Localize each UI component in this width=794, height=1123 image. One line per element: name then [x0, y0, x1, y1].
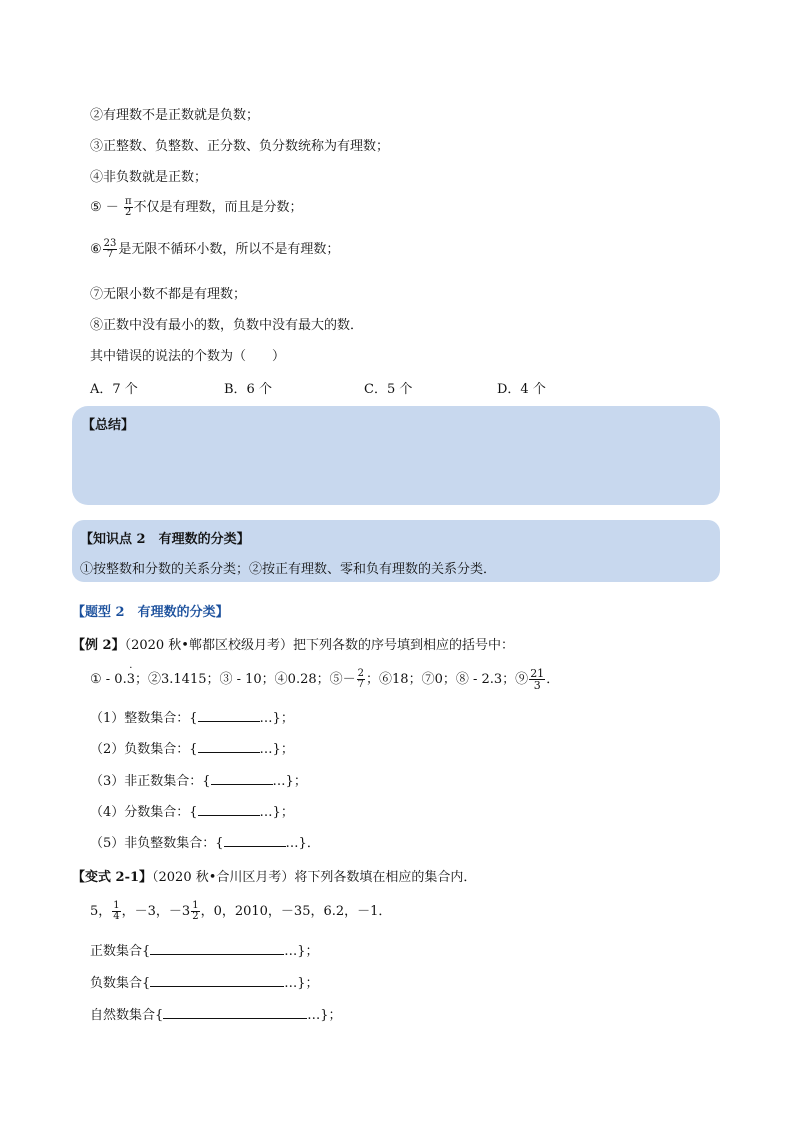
variant-source: （2020 秋•合川区月考）将下列各数填在相应的集合内．	[152, 870, 477, 885]
fraction-numerator: 21	[530, 667, 545, 680]
set-non-positive	[90, 770, 307, 789]
knowledge-body: ①按整数和分数的关系分类；②按正有理数、零和负有理数的关系分类．	[80, 562, 497, 577]
fraction-denominator: 4	[113, 911, 120, 922]
set-fractions	[90, 801, 294, 820]
answer-blank[interactable]	[198, 740, 260, 753]
fraction-2-7	[357, 669, 365, 690]
statement-5-mark: ⑤	[90, 200, 102, 215]
knowledge-title: 【知识点 2 有理数的分类】	[80, 532, 250, 547]
numbers-2-to-5: ；②3.1415；③ - 10；④0.28；⑤	[135, 672, 343, 687]
fraction-1-4	[112, 901, 120, 922]
option-a: A．7 个	[90, 382, 138, 397]
answer-blank[interactable]	[150, 942, 284, 955]
fraction-numerator: 1	[192, 900, 199, 911]
fraction-numerator: 23	[103, 238, 117, 249]
statement-4: ④非负数就是正数；	[90, 170, 208, 185]
statement-7: ⑦无限小数不都是有理数；	[90, 287, 247, 302]
option-d: D．4 个	[497, 382, 546, 397]
numbers-middle: ，－3，－3	[121, 904, 191, 919]
fraction-denominator: 7	[357, 679, 365, 690]
option-b: B．6 个	[224, 382, 272, 397]
set-end: …}；	[272, 774, 307, 789]
fraction-21-3	[529, 668, 545, 691]
set-label: 自然数集合{	[90, 1008, 164, 1023]
example-2-numbers: ① - 0.3 ·；②3.1415；③ - 10；④0.28；⑤－ $\frac{2}{7}$ ；⑥18；⑦0；⑧ - 2.3；⑨ $\frac{21}{3}$ ．	[90, 668, 559, 691]
fraction-denominator: 7	[106, 249, 114, 260]
fraction-1-2	[191, 901, 199, 922]
set-end: …}；	[284, 976, 319, 991]
set-label: （5）非负整数集合：{	[90, 836, 224, 851]
variant-label: 【变式 2-1】	[72, 870, 153, 885]
fraction-denominator: 3	[533, 679, 541, 692]
set-label: 正数集合{	[90, 944, 151, 959]
fraction-23-7	[103, 239, 118, 260]
set-label: （2）负数集合：{	[90, 742, 198, 757]
set-natural	[90, 1004, 342, 1023]
variant-2-1-header	[72, 866, 476, 885]
question-text: 其中错误的说法的个数为（ ）	[90, 349, 286, 364]
answer-blank[interactable]	[150, 974, 284, 987]
number-5: 5，	[90, 904, 112, 919]
answer-blank[interactable]	[211, 772, 273, 785]
fraction-numerator: 2	[357, 668, 365, 679]
summary-panel	[72, 406, 720, 505]
statement-8: ⑧正数中没有最小的数，负数中没有最大的数．	[90, 318, 364, 333]
set-end: …}；	[259, 742, 294, 757]
set-negatives	[90, 738, 294, 757]
numbers-6-to-9: ；⑥18；⑦0；⑧ - 2.3；⑨	[366, 672, 529, 687]
statement-6	[90, 238, 339, 260]
answer-blank[interactable]	[224, 834, 286, 847]
pi-over-2-fraction	[124, 197, 133, 218]
set-end: …}；	[284, 944, 319, 959]
example-2-label: 【例 2】	[72, 638, 125, 653]
set-end: …}；	[307, 1008, 342, 1023]
statement-6-mark: ⑥	[90, 242, 102, 257]
variant-numbers	[90, 900, 391, 922]
fraction-numerator: π	[124, 196, 132, 207]
statement-5	[90, 196, 303, 218]
answer-blank[interactable]	[198, 709, 260, 722]
set-label: （1）整数集合：{	[90, 711, 198, 726]
set-end: …}；	[259, 805, 294, 820]
number-1-prefix: ① - 0.	[90, 672, 127, 687]
set-label: （3）非正数集合：{	[90, 774, 211, 789]
repeating-digit: 3 ·	[127, 672, 135, 687]
fraction-denominator: 2	[125, 207, 132, 218]
knowledge-panel	[72, 520, 720, 582]
statement-6-text: 是无限不循环小数，所以不是有理数；	[118, 242, 340, 257]
set-label: 负数集合{	[90, 976, 151, 991]
summary-title: 【总结】	[82, 418, 135, 433]
set-positive	[90, 940, 319, 959]
example-2-header	[72, 634, 514, 653]
numbers-end: ，0，2010，－35，6.2，－1．	[200, 904, 392, 919]
set-end: …}．	[285, 836, 320, 851]
set-end: …}；	[259, 711, 294, 726]
option-c: C．5 个	[364, 382, 413, 397]
answer-blank[interactable]	[198, 803, 260, 816]
fraction-denominator: 2	[192, 911, 199, 922]
set-non-negative-integers	[90, 832, 320, 851]
set-label: （4）分数集合：{	[90, 805, 198, 820]
set-integers	[90, 707, 294, 726]
fraction-numerator: 1	[113, 900, 120, 911]
example-2-source: （2020 秋•郸都区校级月考）把下列各数的序号填到相应的括号中：	[124, 638, 514, 653]
set-negative	[90, 972, 319, 991]
numbers-end: ．	[546, 672, 560, 687]
answer-blank[interactable]	[163, 1006, 307, 1019]
statement-2: ②有理数不是正数就是负数；	[90, 108, 260, 123]
statement-5-sign: －	[105, 200, 119, 215]
statement-5-text: 不仅是有理数，而且是分数；	[133, 200, 303, 215]
statement-3: ③正整数、负整数、正分数、负分数统称为有理数；	[90, 139, 390, 154]
type-heading: 【题型 2 有理数的分类】	[72, 605, 229, 620]
